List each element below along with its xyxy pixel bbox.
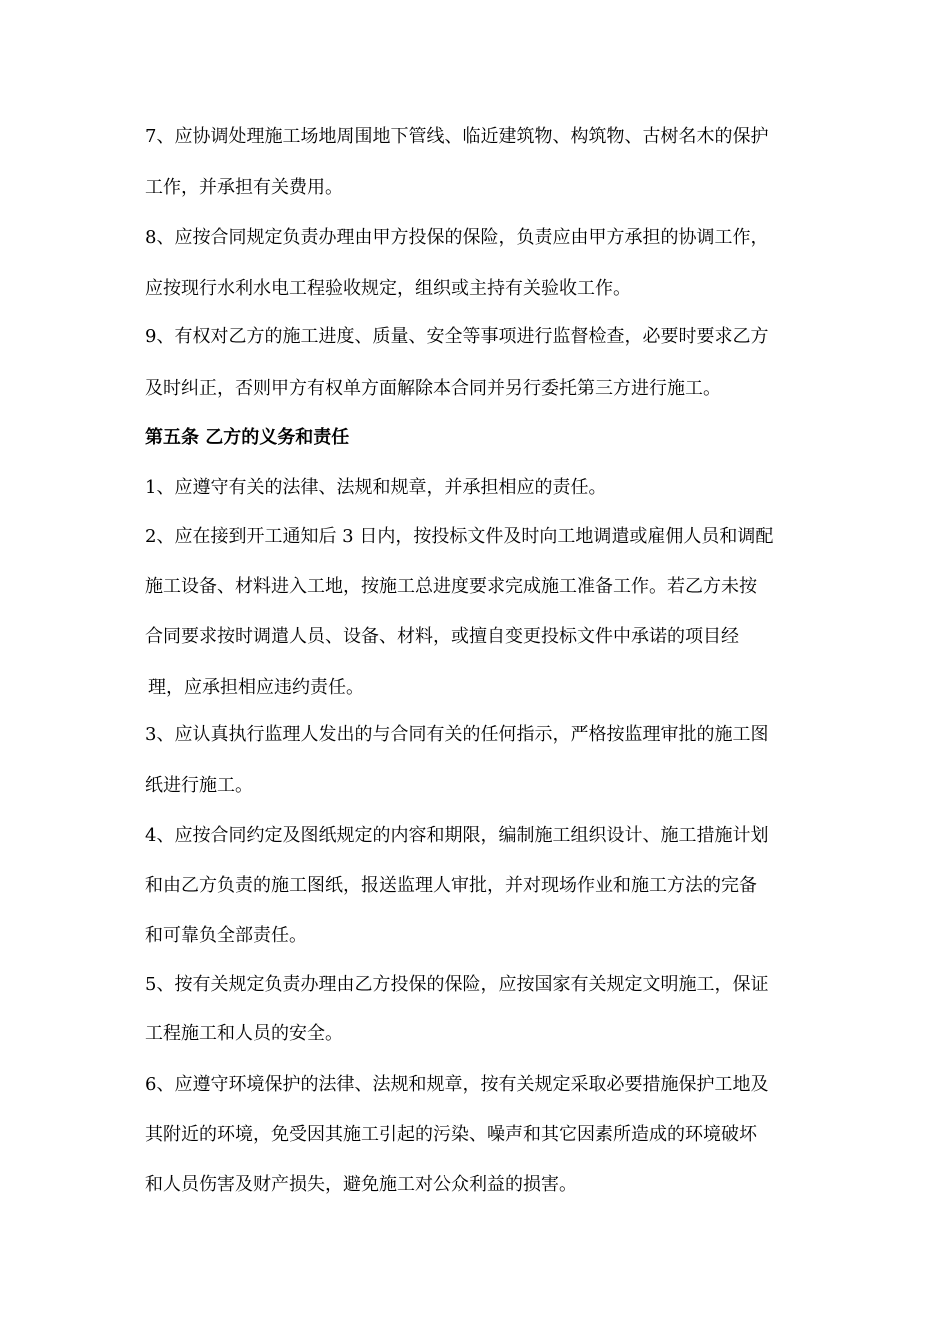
item-1-line-1: 1、应遵守有关的法律、法规和规章，并承担相应的责任。 [145,477,607,498]
clause-7-line-2: 工作，并承担有关费用。 [145,177,343,198]
clause-9-line-2: 及时纠正，否则甲方有权单方面解除本合同并另行委托第三方进行施工。 [145,378,721,399]
item-2-line-1: 2、应在接到开工通知后 3 日内，按投标文件及时向工地调遣或雇佣人员和调配 [145,526,774,547]
clause-8-line-2: 应按现行水利水电工程验收规定，组织或主持有关验收工作。 [145,278,631,299]
item-6-line-3: 和人员伤害及财产损失，避免施工对公众利益的损害。 [145,1174,577,1195]
item-5-line-2: 工程施工和人员的安全。 [145,1023,343,1044]
item-4-line-1: 4、应按合同约定及图纸规定的内容和期限，编制施工组织设计、施工措施计划 [145,825,769,846]
clause-7-line-1: 7、应协调处理施工场地周围地下管线、临近建筑物、构筑物、古树名木的保护 [145,126,769,147]
item-2-line-3: 合同要求按时调遣人员、设备、材料，或擅自变更投标文件中承诺的项目经 [145,626,739,647]
clause-8-line-1: 8、应按合同规定负责办理由甲方投保的保险，负责应由甲方承担的协调工作， [145,227,769,248]
item-2-line-4: 理，应承担相应违约责任。 [148,677,364,698]
clause-9-line-1: 9、有权对乙方的施工进度、质量、安全等事项进行监督检查，必要时要求乙方 [145,326,769,347]
item-6-line-2: 其附近的环境，免受因其施工引起的污染、噪声和其它因素所造成的环境破坏 [145,1124,757,1145]
item-4-line-2: 和由乙方负责的施工图纸，报送监理人审批，并对现场作业和施工方法的完备 [145,875,757,896]
section-heading-article-5: 第五条 乙方的义务和责任 [145,427,350,448]
item-5-line-1: 5、按有关规定负责办理由乙方投保的保险，应按国家有关规定文明施工，保证 [145,974,769,995]
item-2-line-2: 施工设备、材料进入工地，按施工总进度要求完成施工准备工作。若乙方未按 [145,576,757,597]
item-3-line-1: 3、应认真执行监理人发出的与合同有关的任何指示，严格按监理审批的施工图 [145,724,769,745]
item-6-line-1: 6、应遵守环境保护的法律、法规和规章，按有关规定采取必要措施保护工地及 [145,1074,769,1095]
item-3-line-2: 纸进行施工。 [145,775,253,796]
item-4-line-3: 和可靠负全部责任。 [145,925,307,946]
